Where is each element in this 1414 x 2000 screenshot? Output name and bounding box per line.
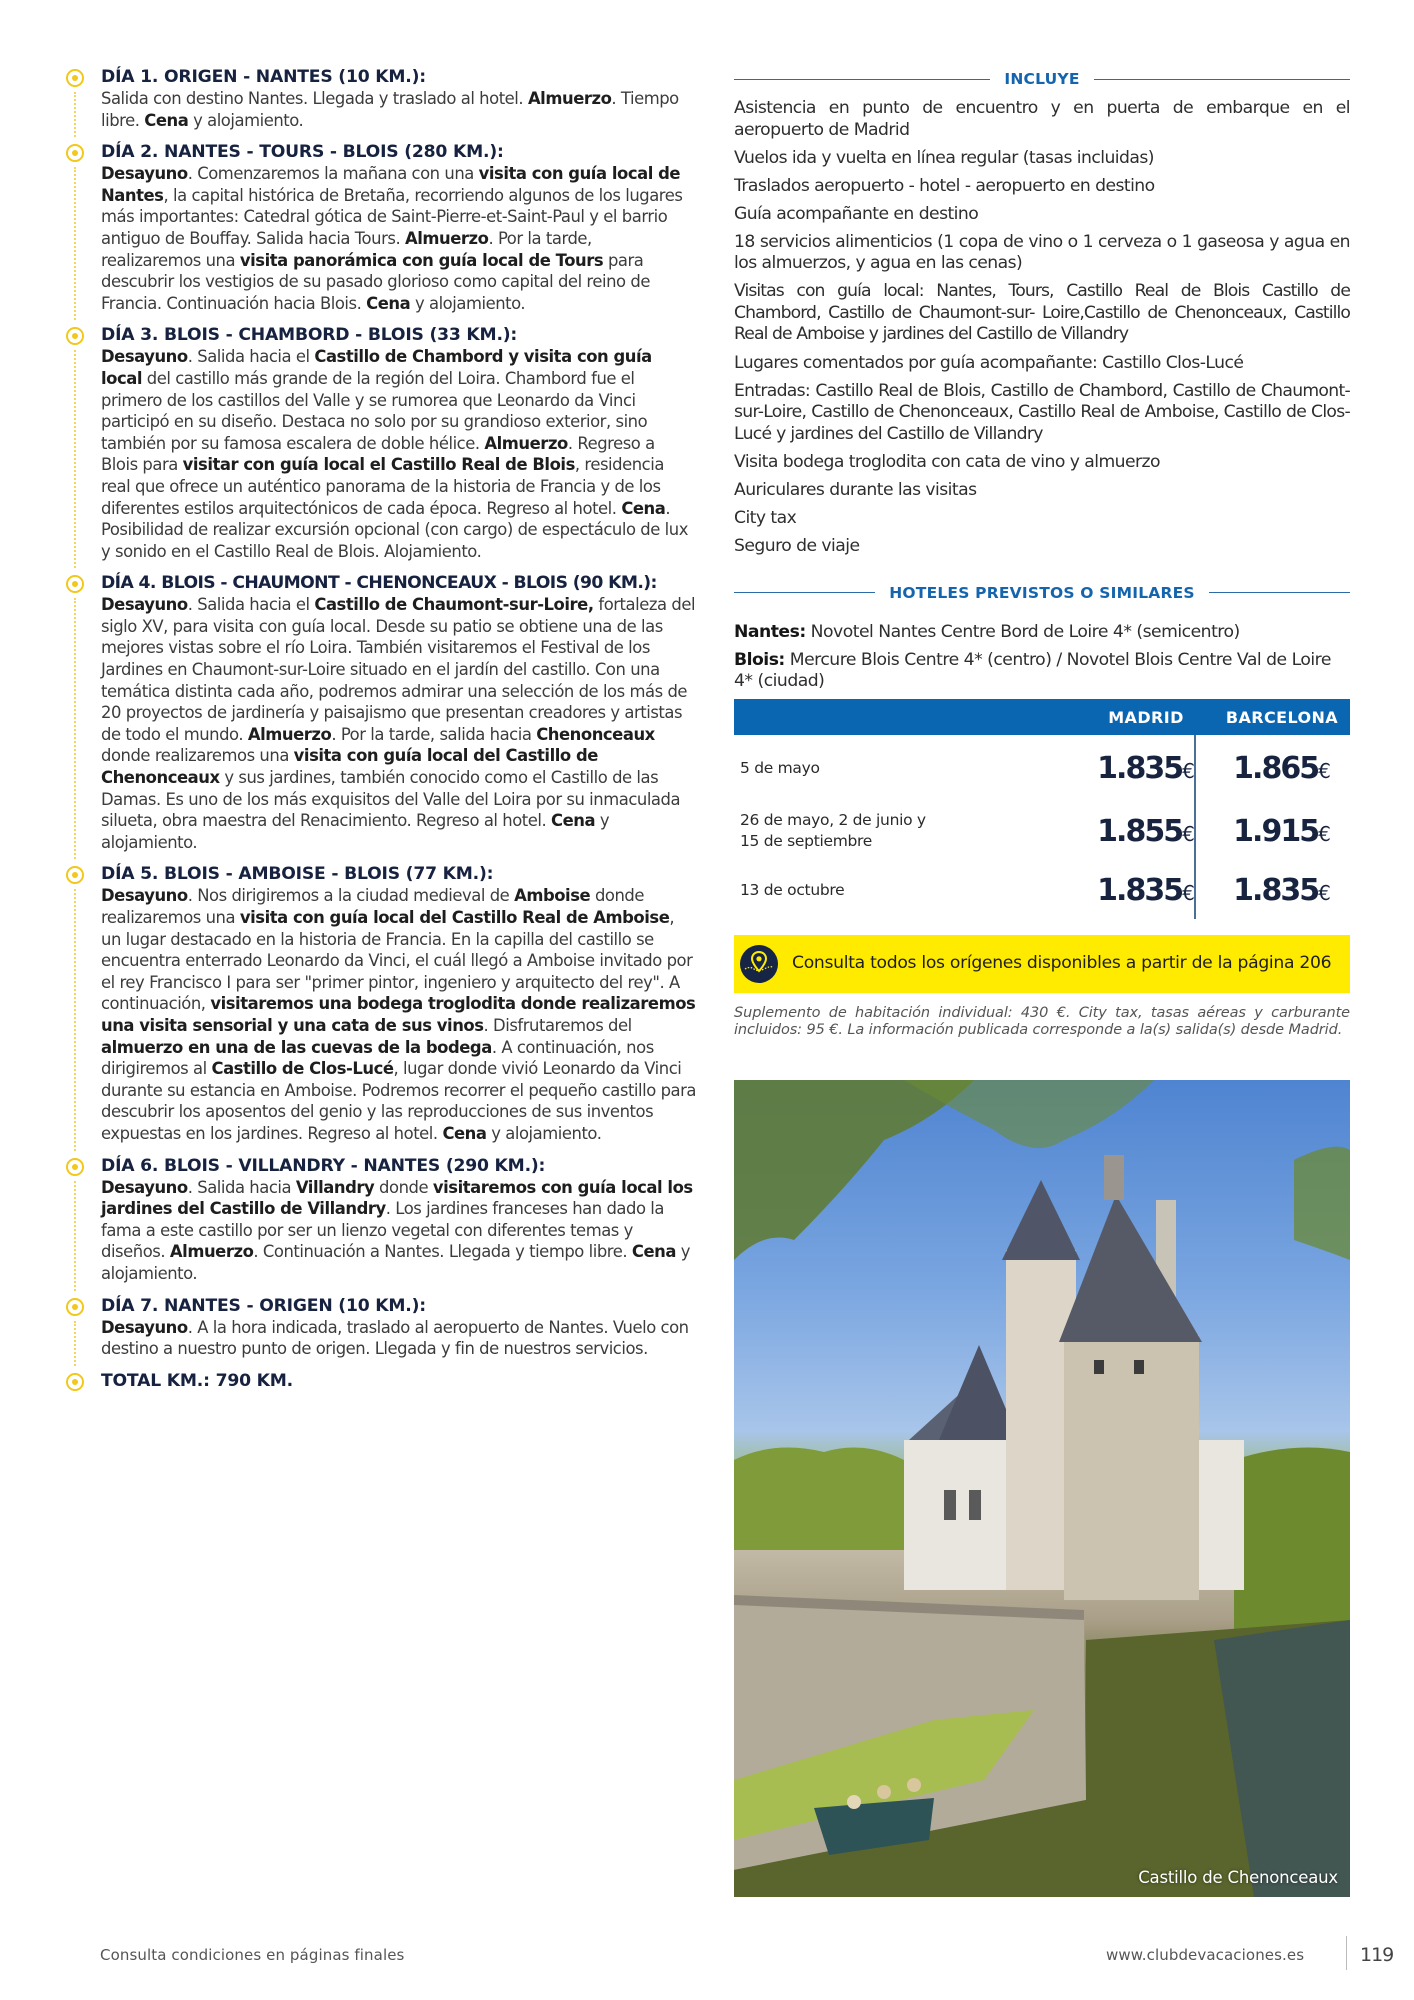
text-segment: . Nos dirigiremos a la ciudad medieval de (187, 886, 515, 906)
list-item: Lugares comentados por guía acompañante: Castillo Clos-Lucé (734, 352, 1244, 373)
price-value: 1.855 (1097, 813, 1183, 849)
text-segment: y alojamiento. (486, 1123, 602, 1143)
map-pin-icon (740, 945, 778, 983)
bold-text: Almuerzo (527, 89, 612, 108)
timeline-bullet-icon (66, 144, 84, 162)
currency-symbol: € (1182, 758, 1195, 783)
timeline-bullet-icon (66, 1158, 84, 1176)
chenonceaux-illustration (734, 1080, 1350, 1897)
timeline-bullet-icon (66, 866, 84, 884)
timeline-line (74, 350, 76, 568)
divider (734, 592, 875, 593)
list-item: City tax (734, 507, 797, 528)
bold-text: almuerzo en una de las cuevas de la bodega (101, 1037, 492, 1057)
table-row (734, 861, 1350, 919)
text-segment: . Comenzaremos la mañana con una (187, 164, 479, 184)
text-segment: , un lugar destacado en la historia de Francia. En la capilla del castillo se encuentra enterrado Leonardo da Vinci, el cuál llegó a Amboise invitado por el rey Francisco I para ser "primer pintor, ingeniero y arquitecto del rey". A continuación, (101, 908, 693, 1014)
day-4 (66, 572, 696, 853)
column-divider (1194, 735, 1196, 919)
divider (734, 79, 990, 80)
timeline-bullet-icon (66, 1373, 84, 1391)
text-segment: y alojamiento. (410, 293, 526, 313)
origins-notice (734, 935, 1350, 993)
text-segment: y sus jardines, también conocido como el Castillo de las Damas. Es uno de los más exquisitos del Valle del Loira por su inmaculada silueta, obra maestra del Renacimiento. Regreso al hotel. (101, 768, 681, 831)
bold-text: visitaremos con guía local los jardines del Castillo de Villandry (101, 1177, 693, 1219)
bold-text: Cena (631, 1242, 676, 1262)
list-item: Visita bodega troglodita con cata de vino y almuerzo (734, 451, 1160, 472)
text-segment: del castillo más grande de la región del Loira. Chambord fue el primero de los castillos del Valle y se rumorea que Leonardo da Vinci participó en su diseño. Destaca no solo por su grandioso exterior, sino también por su famosa escalera de doble hélice. (101, 368, 648, 453)
text-segment: . Posibilidad de realizar excursión opcional (con cargo) de espectáculo de lux y sonido en el Castillo Real de Blois. Alojamiento. (101, 498, 688, 561)
column-header-barcelona: BARCELONA (1225, 707, 1339, 727)
text-segment: y alojamiento. (188, 110, 304, 130)
price-value: 1.865 (1233, 750, 1319, 786)
text-segment: fortaleza del siglo XV, para visita con guía local. Desde su patio se obtiene una de las mejores vistas sobre el río Loira. También visitaremos el Festival de los Jardines en Chaumont-sur-Loire situado en el jardín del castillo. Con una temática distinta cada año, podremos admirar una selección de los más de 20 proyectos de jardinería y paisajismo que presentan creadores y artistas de todo el mundo. (101, 595, 696, 744)
section-title: HOTELES PREVISTOS O SIMILARES (889, 583, 1195, 602)
day-title: DÍA 2. NANTES - TOURS - BLOIS (280 KM.): (101, 142, 504, 163)
bold-text: Desayuno (101, 886, 188, 906)
day-description (101, 1177, 696, 1285)
text-segment: . Tiempo libre. (101, 89, 679, 130)
day-description (101, 163, 696, 314)
total-km (66, 1370, 696, 1392)
bold-text: Villandry (295, 1177, 375, 1197)
text-segment: Salida con destino Nantes. Llegada y traslado al hotel. (101, 89, 528, 108)
bold-text: Almuerzo (169, 1242, 254, 1262)
day-1 (66, 66, 696, 131)
supplement-note: Suplemento de habitación individual: 430 €. City tax, tasas aéreas y carburante incluidos: 95 €. La información publicada corresponde a la(s) salida(s) desde Madrid. (734, 1005, 1350, 1039)
currency-symbol: € (1318, 880, 1331, 905)
bold-text: Almuerzo (404, 228, 489, 248)
itinerary (66, 66, 696, 1402)
bold-text: visita con guía local del Castillo Real de Amboise (239, 908, 670, 927)
text-segment: y alojamiento. (101, 1242, 690, 1283)
day-title: DÍA 7. NANTES - ORIGEN (10 KM.): (101, 1295, 426, 1316)
price-table-header (734, 699, 1350, 735)
bold-text: Cena (621, 498, 666, 518)
text-segment: . A la hora indicada, traslado al aeropuerto de Nantes. Vuelo con destino a nuestro punto de origen. Llegada y fin de nuestros servicios. (101, 1317, 689, 1359)
list-item: Asistencia en punto de encuentro y en puerta de embarque en el aeropuerto de Madrid (734, 98, 1350, 140)
departure-dates: 13 de octubre (740, 880, 845, 899)
text-segment: donde realizaremos una (101, 746, 294, 766)
timeline-bullet-icon (66, 327, 84, 345)
hotel-item (734, 650, 1350, 693)
text-segment: . A continuación, nos dirigiremos al (101, 1037, 654, 1079)
departure-dates: 5 de mayo (740, 758, 820, 777)
hotel-list (734, 622, 1350, 693)
timeline-bullet-icon (66, 69, 84, 87)
website-link[interactable]: www.clubdevacaciones.es (1106, 1946, 1305, 1964)
day-description (101, 594, 696, 853)
list-item: Auriculares durante las visitas (734, 479, 977, 500)
price-value: 1.835 (1097, 750, 1183, 786)
table-row (734, 735, 1350, 801)
day-title: DÍA 3. BLOIS - CHAMBORD - BLOIS (33 KM.): (101, 325, 518, 346)
timeline-line (74, 167, 76, 320)
trip-details (734, 66, 1350, 1039)
bold-text: Desayuno (101, 347, 188, 367)
bold-text: visitaremos una bodega troglodita donde realizaremos una visita sensorial y una cata de sus vinos (101, 994, 696, 1035)
day-6 (66, 1155, 696, 1285)
page-number: 119 (1360, 1944, 1394, 1966)
price-barcelona (1214, 814, 1350, 849)
timeline-line (74, 598, 76, 859)
bold-text: Cena (366, 293, 411, 313)
list-item: Entradas: Castillo Real de Blois, Castillo de Chambord, Castillo de Chaumont-sur-Loire, Castillo de Chenonceaux, Castillo Real de Amboise, Castillo de Clos-Lucé y jardines del Castillo de Villandry (734, 380, 1350, 444)
day-title: DÍA 6. BLOIS - VILLANDRY - NANTES (290 KM.): (101, 1155, 546, 1176)
bold-text: Almuerzo (484, 433, 568, 453)
footer-conditions: Consulta condiciones en páginas finales (100, 1946, 405, 1964)
hotel-city: Nantes: (734, 621, 806, 642)
bold-text: visita con guía local del Castillo de Chenonceaux (101, 746, 598, 788)
day-5 (66, 863, 696, 1144)
timeline-line (74, 92, 76, 137)
text-segment: , lugar donde vivió Leonardo da Vinci durante su estancia en Amboise. Podremos recorrer el pequeño castillo para descubrir los aposentos del genio y las reproducciones de sus inventos expuestas en los jardines. Regreso al hotel. (101, 1059, 697, 1143)
list-item: Seguro de viaje (734, 536, 860, 557)
currency-symbol: € (1318, 758, 1331, 783)
bold-text: Almuerzo (247, 724, 332, 744)
day-description (101, 1317, 696, 1360)
bold-text: Cena (551, 811, 596, 831)
hotel-city: Blois: (734, 649, 785, 670)
bold-text: Cena (442, 1123, 487, 1143)
timeline-bullet-icon (66, 575, 84, 593)
bold-text: Castillo de Chambord y visita con guía local (101, 347, 652, 388)
list-item: 18 servicios alimenticios (1 copa de vino o 1 cerveza o 1 gaseosa y agua en los almuerzos, y agua en las cenas) (734, 231, 1350, 274)
divider (1094, 79, 1350, 80)
footer-divider (1346, 1936, 1347, 1970)
timeline-line (74, 889, 76, 1150)
text-segment: . Por la tarde, realizaremos una (101, 228, 592, 270)
section-title: INCLUYE (1004, 70, 1080, 88)
price-table (734, 699, 1350, 919)
price-table-body (734, 735, 1350, 919)
text-segment: para descubrir los vestigios de su pasado glorioso como capital del reino de Francia. Continuación hacia Blois. (101, 250, 650, 313)
bold-text: Desayuno (101, 164, 188, 184)
text-segment: . Salida hacia el (187, 595, 315, 615)
total-km-label: TOTAL KM.: 790 KM. (101, 1370, 293, 1391)
bold-text: Castillo de Chaumont-sur-Loire, (314, 595, 594, 615)
currency-symbol: € (1182, 821, 1195, 846)
day-description (101, 88, 696, 131)
text-segment: . Los jardines franceses han dado la fama a este castillo por ser un lienzo vegetal con diferentes temas y diseños. (101, 1199, 664, 1262)
price-value: 1.835 (1097, 872, 1183, 908)
price-value: 1.835 (1233, 872, 1319, 908)
bold-text: Desayuno (101, 1317, 188, 1337)
incluye-header (734, 66, 1350, 92)
text-segment: , la capital histórica de Bretaña, recorriendo algunos de los lugares más importantes: Catedral gótica de Saint-Pierre-et-Saint-Paul y el barrio antiguo de Bouffay. Salida hacia Tours. (101, 185, 683, 248)
text-segment: . Regreso a Blois para (101, 433, 655, 475)
day-title: DÍA 4. BLOIS - CHAUMONT - CHENONCEAUX - BLOIS (90 KM.): (101, 573, 657, 594)
timeline-line (74, 1321, 76, 1366)
currency-symbol: € (1182, 880, 1195, 905)
bold-text: Chenonceaux (536, 724, 655, 744)
text-segment: . Salida hacia (187, 1177, 296, 1197)
text-segment: , residencia real que ofrece un auténtico panorama de la historia de Francia y de los diferentes estilos arquitectónicos de cada época. Regreso al hotel. (101, 455, 664, 518)
bold-text: Castillo de Clos-Lucé (211, 1059, 394, 1079)
list-item: Guía acompañante en destino (734, 203, 979, 224)
origins-notice-text: Consulta todos los orígenes disponibles a partir de la página 206 (792, 953, 1332, 974)
bold-text: Amboise (514, 886, 591, 906)
divider (1209, 592, 1350, 593)
table-row (734, 801, 1350, 861)
castle-photo (734, 1080, 1350, 1897)
currency-symbol: € (1318, 821, 1331, 846)
text-segment: . Por la tarde, salida hacia (331, 724, 537, 744)
hotel-item (734, 622, 1350, 644)
day-description (101, 885, 696, 1144)
list-item: Visitas con guía local: Nantes, Tours, Castillo Real de Blois Castillo de Chambord, Castillo de Chaumont-sur- Loire,Castillo de Chenonceaux, Castillo Real de Amboise y jardines del Castillo de Villandry (734, 281, 1350, 345)
bold-text: Cena (144, 110, 189, 130)
timeline-line (74, 1181, 76, 1291)
departure-dates: 26 de mayo, 2 de junio y 15 de septiembre (740, 811, 926, 851)
day-2 (66, 141, 696, 314)
text-segment: . Disfrutaremos del (483, 1015, 632, 1035)
text-segment: . Continuación a Nantes. Llegada y tiempo libre. (253, 1242, 632, 1262)
price-barcelona (1214, 873, 1350, 908)
hotel-name: Novotel Nantes Centre Bord de Loire 4* (semicentro) (805, 621, 1240, 642)
text-segment: donde realizaremos una (101, 886, 645, 927)
timeline-bullet-icon (66, 1298, 84, 1316)
day-title: DÍA 1. ORIGEN - NANTES (10 KM.): (101, 67, 426, 87)
day-3 (66, 324, 696, 562)
price-barcelona (1214, 751, 1350, 786)
bold-text: Desayuno (101, 1177, 188, 1197)
list-item: Traslados aeropuerto - hotel - aeropuerto en destino (734, 175, 1155, 196)
text-segment: donde (374, 1177, 433, 1197)
bold-text: Desayuno (101, 595, 188, 615)
column-header-madrid: MADRID (1108, 707, 1184, 727)
day-description (101, 346, 696, 562)
bold-text: visita panorámica con guía local de Tours (239, 250, 604, 270)
photo-caption: Castillo de Chenonceaux (1138, 1868, 1338, 1887)
incluye-list (734, 98, 1350, 558)
list-item: Vuelos ida y vuelta en línea regular (tasas incluidas) (734, 147, 1154, 168)
day-title: DÍA 5. BLOIS - AMBOISE - BLOIS (77 KM.): (101, 864, 494, 885)
hoteles-header (734, 580, 1350, 606)
text-segment: . Salida hacia el (187, 347, 315, 367)
hotel-name: Mercure Blois Centre 4* (centro) / Novotel Blois Centre Val de Loire 4* (ciudad) (734, 649, 1331, 692)
bold-text: visita con guía local de Nantes (101, 164, 681, 205)
bold-text: visitar con guía local el Castillo Real de Blois (182, 455, 575, 475)
day-7 (66, 1295, 696, 1360)
text-segment: y alojamiento. (101, 811, 610, 852)
price-value: 1.915 (1233, 813, 1319, 849)
